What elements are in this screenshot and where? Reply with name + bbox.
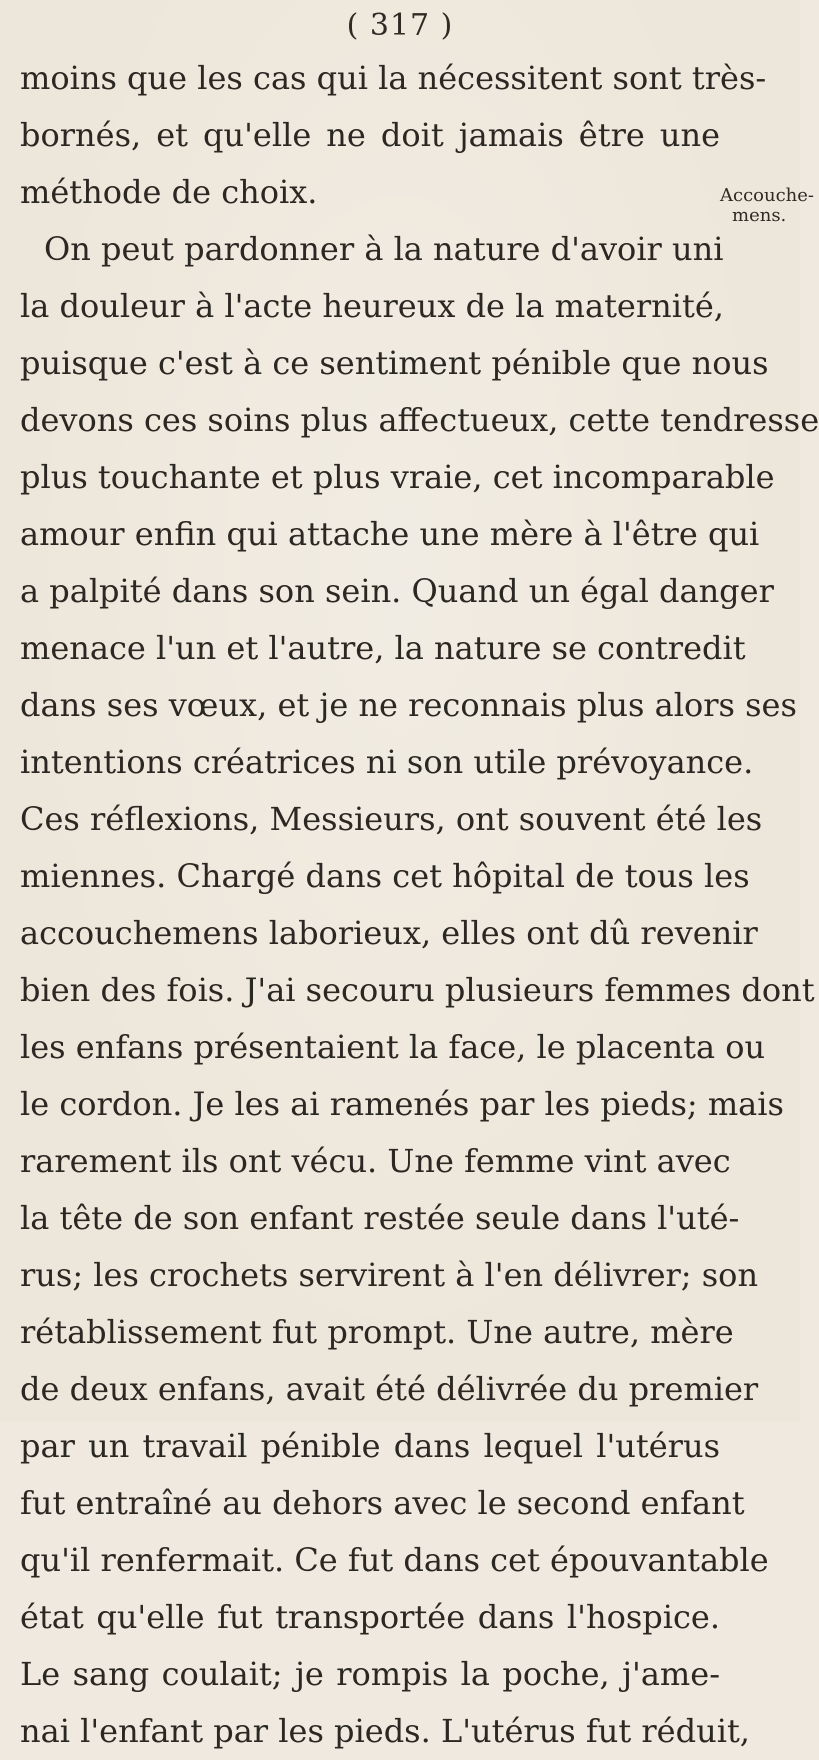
text-line: nai l'enfant par les pieds. L'utérus fut réduit,	[20, 1712, 750, 1750]
text-line: dans ses vœux, et je ne reconnais plus alors ses	[20, 686, 797, 724]
text-line: la tête de son enfant restée seule dans l'uté-	[20, 1199, 740, 1237]
text-line: rus; les crochets servirent à l'en délivrer; son	[20, 1256, 759, 1294]
text-line: état qu'elle fut transportée dans l'hospice.	[20, 1598, 720, 1636]
text-line: bien des fois. J'ai secouru plusieurs femmes dont	[20, 971, 815, 1009]
text-line: On peut pardonner à la nature d'avoir uni	[44, 230, 724, 268]
text-line: miennes. Chargé dans cet hôpital de tous les	[20, 857, 750, 895]
text-line: rarement ils ont vécu. Une femme vint avec	[20, 1142, 731, 1180]
text-line: puisque c'est à ce sentiment pénible que nous	[20, 344, 769, 382]
text-line: fut entraîné au dehors avec le second enfant	[20, 1484, 745, 1522]
text-line: bornés, et qu'elle ne doit jamais être une	[20, 116, 720, 154]
text-line: amour enfin qui attache une mère à l'être qui	[20, 515, 760, 553]
text-line: a palpité dans son sein. Quand un égal danger	[20, 572, 774, 610]
text-line: Ces réflexions, Messieurs, ont souvent été les	[20, 800, 763, 838]
margin-note-line: Accouche-	[720, 185, 814, 206]
text-line: de deux enfans, avait été délivrée du premier	[20, 1370, 759, 1408]
text-line: les enfans présentaient la face, le placenta ou	[20, 1028, 766, 1066]
text-line: menace l'un et l'autre, la nature se contredit	[20, 629, 746, 667]
body-text	[20, 50, 819, 1760]
text-line: intentions créatrices ni son utile prévoyance.	[20, 743, 754, 781]
text-line: le cordon. Je les ai ramenés par les pieds; mais	[20, 1085, 784, 1123]
margin-note-line: mens.	[732, 205, 787, 226]
text-line: Le sang coulait; je rompis la poche, j'ame-	[20, 1655, 720, 1693]
text-line: plus touchante et plus vraie, cet incomparable	[20, 458, 775, 496]
text-line: accouchemens laborieux, elles ont dû revenir	[20, 914, 758, 952]
text-line: devons ces soins plus affectueux, cette tendresse	[20, 401, 819, 439]
text-line: rétablissement fut prompt. Une autre, mère	[20, 1313, 734, 1351]
text-line: par un travail pénible dans lequel l'utérus	[20, 1427, 720, 1465]
text-line: moins que les cas qui la nécessitent sont très-	[20, 59, 767, 97]
text-line: la douleur à l'acte heureux de la maternité,	[20, 287, 724, 325]
margin-note	[720, 185, 814, 226]
page-number: ( 317 )	[346, 8, 454, 43]
text-line: qu'il renfermait. Ce fut dans cet épouvantable	[20, 1541, 769, 1579]
text-line: méthode de choix.	[20, 173, 318, 211]
